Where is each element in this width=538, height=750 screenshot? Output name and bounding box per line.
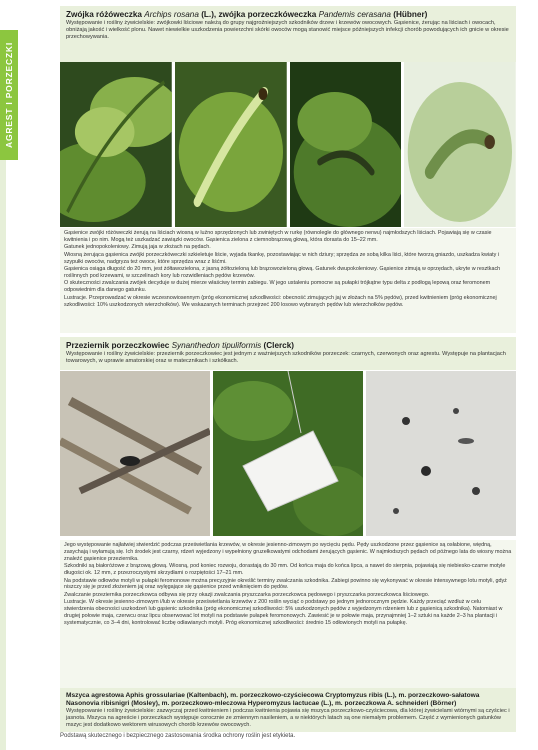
paragraph: Jego występowanie najłatwiej stwierdzić podczas prześwietlania krzewów, w okresie jesienno-zimowym po wycięciu pędu. Pędy uszkodzone przez gąsienice są osłabione, więdną, zasychają i wyłamują się. Ich środek jest czarny, rdzeń wyjedzony i wypełniony gruzełkowatymi odchodami żerujących gąsienic. W najmłodszych pędach od późnego lata do wiosny można znaleźć gąsienice przeziernika. <box>64 542 512 562</box>
footer-note: Podstawą skutecznego i bezpiecznego zastosowania środka ochrony roślin jest etykieta. <box>60 733 296 739</box>
paragraph: Na podstawie odłowów motyli w pułapki feromonowe można precyzyjnie określić terminy zwalczania szkodnika. Zabiegi powinno się wykonywać w okresie intensywnego lotu motyli, gdyż niszczy się je przed złożeniem jaj oraz wylęgające się gąsienice przed wniknięciem do pędów. <box>64 577 507 591</box>
paragraph: Gąsienica osiąga długość do 20 mm, jest żółtawozielona, z jasną żółtozieloną lub brązowozieloną głową. Gatunek dwupokoleniowy. Gąsienice zimują w oprzędach, ukryte w resztkach roślinnych pod krzewami, w szczelinach kory lub rozwidleniach pędów krzewów. <box>64 266 501 279</box>
photo-caterpillar-dark <box>290 62 402 227</box>
paragraph: Zwalczanie przeziernika porzeczkowca odbywa się przy okazji zwalczania pryszczarka porzeczkowca pędowego i pryszczarka porzeczkowca liściowego. <box>64 591 430 598</box>
photo-caterpillar-green <box>175 62 287 227</box>
title-latin: Pandemis cerasana <box>318 10 391 19</box>
section-1-photos <box>60 62 516 227</box>
section-3-title: Mszyca agrestowa Aphis grossulariae (Kaltenbach), m. porzeczkowo-czyściecowa Cryptomyzus ribis (L.), m. porzeczkowo-sałatowa Nasonovia ribisnigri (Mosley), m. porzeczkowo-mleczowa Hyperomyzus lactucae (L.), m. porzeczkowa A. schneideri (Börner) <box>66 692 480 707</box>
photo-cut-stems <box>60 371 210 536</box>
section-3 <box>60 688 516 732</box>
photo-leaf-rolled <box>60 62 172 227</box>
section-1-body <box>60 228 516 333</box>
paragraph: Gąsienice zwójki różóweczki żerują na liściach wiosną w luźno sprzędzonych lub zwiniętych w rurkę (równolegle do głównego nerwu) najmłodszych liściach. Pojawiają się w czasie kwitnienia i po nim. Mogą też uszkadzać zawiązki owoców. Gąsienica zielona z ciemnobrązową głową, która dorasta do 15–22 mm. <box>64 230 492 243</box>
section-2-title <box>66 341 510 351</box>
paragraph: O skuteczności zwalczania zwójek decyduje w dużej mierze właściwy termin zabiegu. W jego ustaleniu pomocne są pułapki trójkątne typu delta z podłogą lepową oraz feromonem odpowiednim dla danego gatunku. <box>64 280 491 294</box>
title-latin: Synanthedon tipuliformis <box>171 341 262 350</box>
section-3-intro: Występowanie i rośliny żywicielskie: zazwyczaj przed kwitnieniem i podczas kwitnienia pojawia się mszyca porzeczkowo-czyściecowa, dla której żywicielami wtórnymi są czyściec i jasnota. Mszyca na agreście i porzeczkach występuje corocznie ze zmiennym nasileniem, a w niektórych latach są one niemałym problemem. Część z wymienionych gatunków mszyc jest dodatkowo wektorem wirusowych chorób krzewów owocowych. <box>66 708 510 729</box>
paragraph: Gatunek jednopokoleniowy. Zimują jaja w złożach na pędach. <box>64 244 211 251</box>
section-1-title <box>66 10 510 20</box>
section-1-intro: Występowanie i rośliny żywicielskie: zwójkowki liściowe należą do grupy najgroźniejszych szkodników drzew i krzewów owocowych. Gąsienice, żerując na liściach i owocach, obniżają jakość i wielkość plonu. Nawet niewielkie uszkodzenia powierzchni skórki owoców mogą stanowić miejsce późniejszych infekcji chorób powodujących ich gnicie w okresie przechowywania. <box>66 20 509 41</box>
side-tab-label: AGREST I PORZECZKI <box>4 42 14 149</box>
title-tail: (Clerck) <box>263 341 295 350</box>
title-latin: Archips rosana <box>144 10 199 19</box>
title-lead: Zwójka różóweczka <box>66 10 142 19</box>
section-2-header <box>60 337 516 370</box>
section-2-photos <box>60 371 516 536</box>
title-tail: (Hübner) <box>393 10 428 19</box>
paragraph: Lustracje. W okresie jesienno-zimowym i/lub w okresie prześwietlania krzewów z 200 roślin wyciąć o podstawy po jednym jednorocznym pędzie. Każdy przeciąć wzdłuż w celu stwierdzenia obecności uszkodzeń lub gąsienic szkodnika (próg ekonomicznej szkodliwości: 5% uszkodzonych pędów z wyjedzonym rdzeniem lub z gąsienicą szkodnika). Natomiast w drugiej połowie maja, czerwcu oraz lipcu obserwować lot motyli na podstawie pułapek feromonowych. Zawiesić je w połowie maja, przynajmniej 1–2 sztuki na każde 2–3 ha plantacji i systematycznie, co 3–4 dni, kontrolować liczbę odławianych motyli. Próg ekonomicznej szkodliwości: średnio 15 odłowionych motyli na pułapkę. <box>64 599 503 626</box>
paragraph: Wiosną żerująca gąsienica zwójki porzeczkóweczki szkieletuje liście, wyjada tkankę, pozostawiając w nich dziury; sprzędza ze sobą kilka liści, które tworzą gniazdo, uszkadza kwiaty i szypułki owoców, nadgryza też owoce, które sprzędza wraz z liśćmi. <box>64 251 500 265</box>
paragraph: Lustracje. Przeprowadzać w okresie wczesnowiosennym (próg ekonomicznej szkodliwości: obecność zimujących jaj w złożach na 5% pędów), przed kwitnieniem (próg ekonomicznej szkodliwości: 10% uszkodzonych wierzchołków). We wskazanych terminach przejrzeć 200 losowo wybranych pędów lub wierzchołków pędów. <box>64 294 497 308</box>
photo-trap-sticky-floor <box>366 371 516 536</box>
title-mid: (L.), zwójka porzeczkóweczka <box>201 10 317 19</box>
photo-caterpillar-closeup <box>404 62 516 227</box>
section-2-intro: Występowanie i rośliny żywicielskie: przeziernik porzeczkowiec jest jednym z ważniejszych szkodników porzeczek: czarnych, czerwonych oraz agrestu. Występuje na plantacjach towarowych, w uprawie amatorskiej oraz w matecznikach i szkółkach. <box>66 351 506 365</box>
title-lead: Przeziernik porzeczkowiec <box>66 341 170 350</box>
photo-pheromone-trap <box>213 371 363 536</box>
paragraph: Szkodniki są białoróżowe z brązową głową. Wiosną, pod koniec rozwoju, dorastają do 30 mm. Od końca maja do końca lipca, a nawet do sierpnia, pojawiają się niebiesko-czarne motyle długości ok. 12 mm, z przezroczystymi skrzydłami o rozpiętości 17–21 mm. <box>64 563 506 577</box>
side-divider <box>0 160 6 750</box>
section-1-header <box>60 6 516 62</box>
section-2-body <box>60 540 516 688</box>
